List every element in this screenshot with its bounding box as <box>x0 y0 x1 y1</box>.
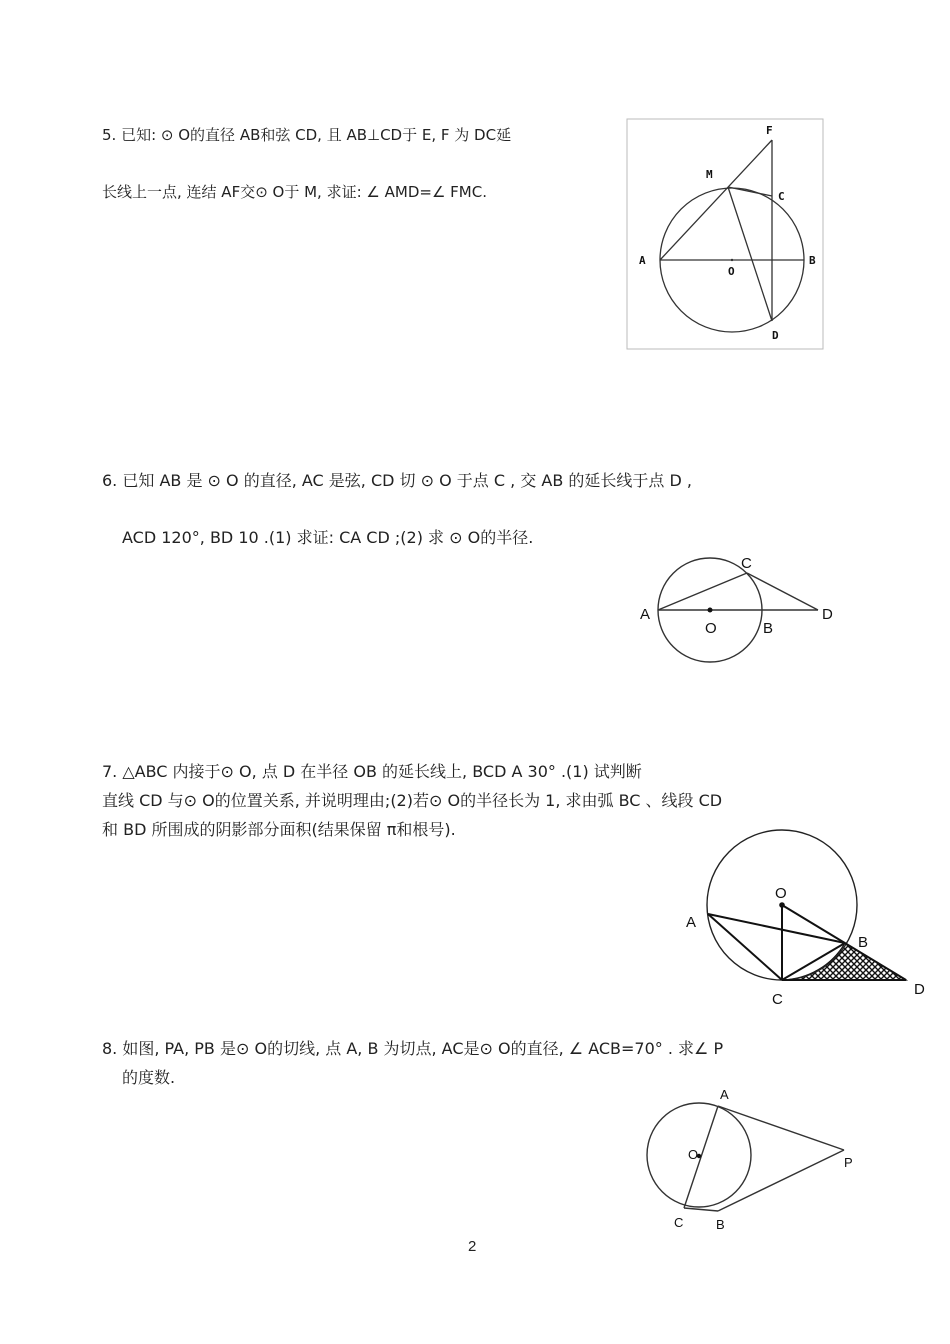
q7-label-A: A <box>686 914 697 931</box>
q7-label-B: B <box>858 934 869 951</box>
q6-label-O: O <box>705 620 717 637</box>
q6-text-line2: ACD 120°, BD 10 .(1) 求证: CA CD ;(2) 求 ⊙ O的半径. <box>122 528 534 547</box>
q7-text-line3: 和 BD 所围成的阴影部分面积(结果保留 π和根号). <box>102 820 456 839</box>
q6-label-C: C <box>741 555 752 572</box>
q8-label-O: O <box>688 1147 699 1162</box>
q7-label-D: D <box>914 981 925 998</box>
q7-label-C: C <box>772 991 783 1008</box>
q5-figure <box>626 118 824 350</box>
q7-text-line2: 直线 CD 与⊙ O的位置关系, 并说明理由;(2)若⊙ O的半径长为 1, 求由弧 BC 、线段 CD <box>102 791 723 810</box>
q5-label-C: C <box>778 190 785 203</box>
page-number: 2 <box>468 1238 477 1255</box>
q6-label-A: A <box>640 606 651 623</box>
q5-label-B: B <box>809 254 816 267</box>
q8-label-P: P <box>844 1155 853 1170</box>
q6-label-B: B <box>763 620 774 637</box>
q6-text-line1: 6. 已知 AB 是 ⊙ O 的直径, AC 是弦, CD 切 ⊙ O 于点 C , 交 AB 的延长线于点 D , <box>102 471 692 490</box>
q7-figure <box>680 826 930 1008</box>
q5-label-D: D <box>772 329 779 342</box>
q8-text-line1: 8. 如图, PA, PB 是⊙ O的切线, 点 A, B 为切点, AC是⊙ O的直径, ∠ ACB=70° . 求∠ P <box>102 1039 724 1058</box>
q5-label-F: F <box>766 124 773 137</box>
q5-label-A: A <box>639 254 646 267</box>
q8-label-B: B <box>716 1217 725 1232</box>
q8-label-A: A <box>720 1087 729 1102</box>
q6-label-D: D <box>822 606 833 623</box>
q7-text-line1: 7. △ABC 内接于⊙ O, 点 D 在半径 OB 的延长线上, BCD A 30° .(1) 试判断 <box>102 762 642 781</box>
q6-figure <box>630 550 845 670</box>
q5-text-line1: 5. 已知: ⊙ O的直径 AB和弦 CD, 且 AB⊥CD于 E, F 为 DC延 <box>102 126 512 144</box>
q7-label-O: O <box>775 885 787 902</box>
q8-label-C: C <box>674 1215 684 1230</box>
q8-text-line2: 的度数. <box>122 1068 176 1087</box>
q5-label-O: O <box>728 265 735 278</box>
q8-figure <box>640 1080 860 1235</box>
q5-label-M: M <box>706 168 713 181</box>
q5-text-line2: 长线上一点, 连结 AF交⊙ O于 M, 求证: ∠ AMD=∠ FMC. <box>102 183 487 201</box>
